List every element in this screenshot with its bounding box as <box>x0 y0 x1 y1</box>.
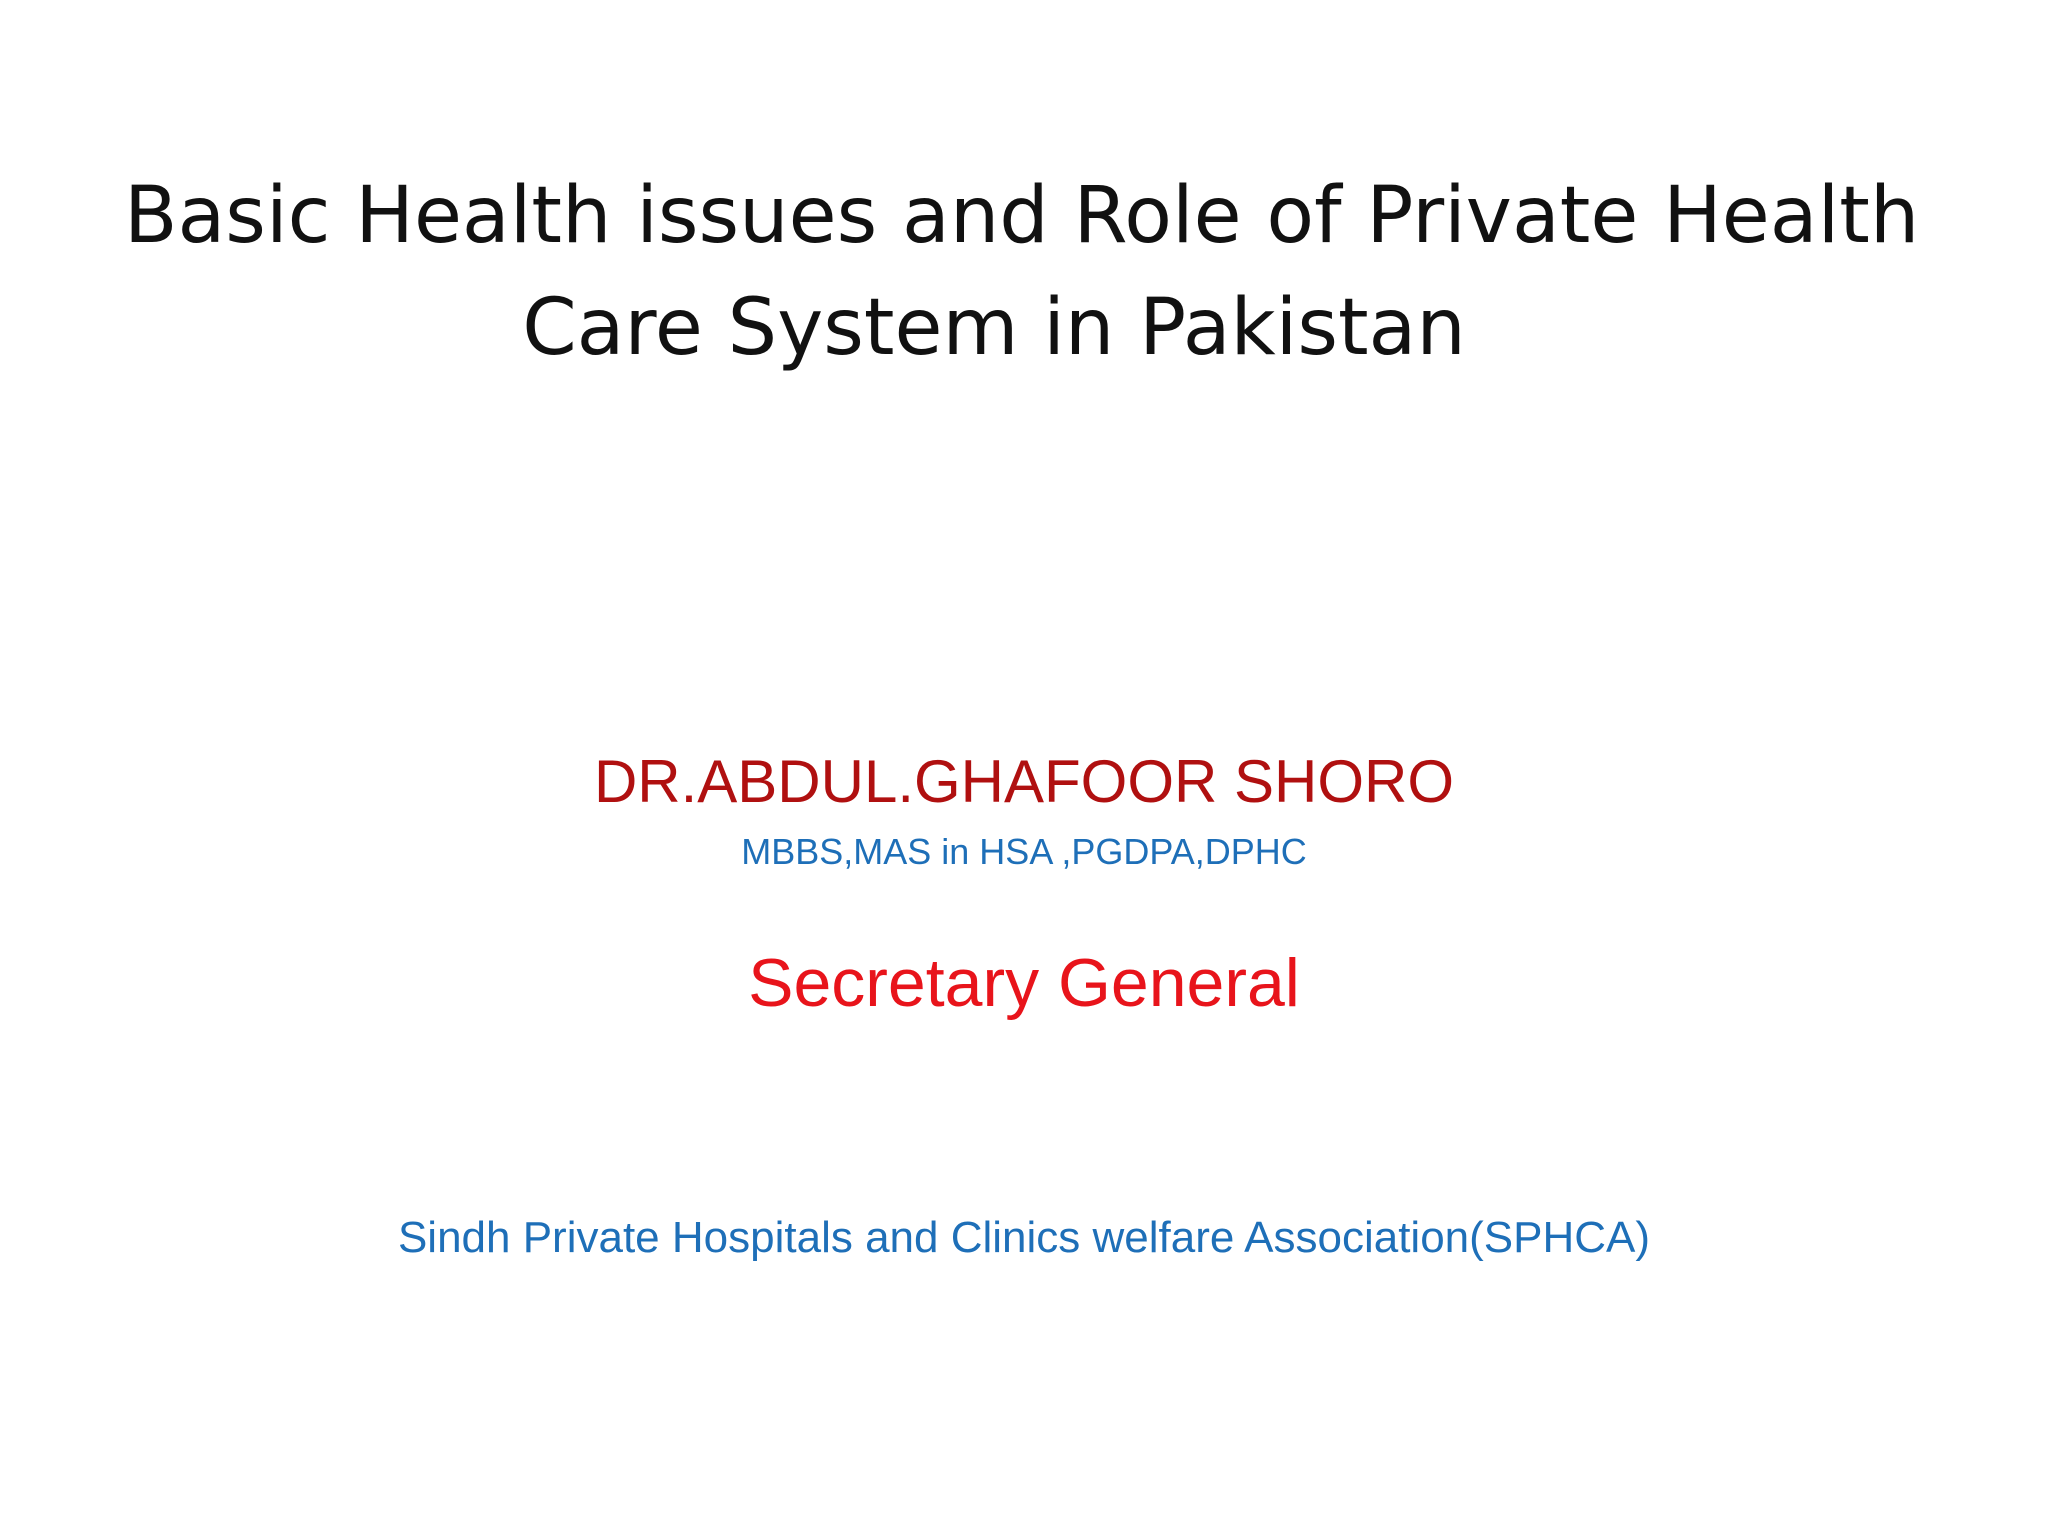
author-name: DR.ABDUL.GHAFOOR SHORO <box>593 748 1455 815</box>
slide-title <box>124 160 1920 384</box>
author-credentials: MBBS,MAS in HSA ,PGDPA,DPHC <box>741 831 1307 872</box>
author-position: Secretary General <box>748 945 1300 1021</box>
slide-title-line-2: Care System in Pakistan <box>522 283 1466 373</box>
slide-title-line-1: Basic Health issues and Role of Private Health <box>124 171 1920 261</box>
organization-name: Sindh Private Hospitals and Clinics welfare Association(SPHCA) <box>397 1213 1651 1262</box>
